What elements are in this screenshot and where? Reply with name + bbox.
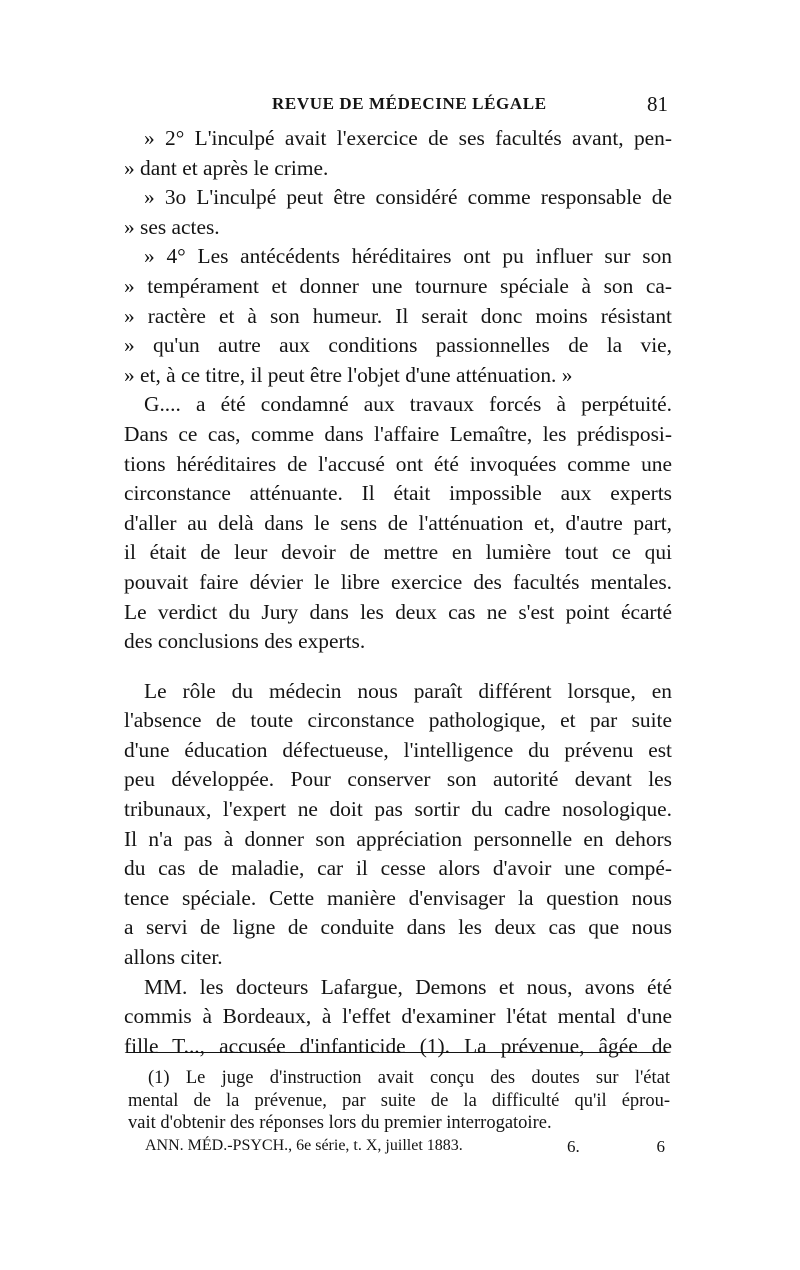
text-line: » ractère et à son humeur. Il serait donc moins résistant <box>124 303 672 328</box>
text-line: » qu'un autre aux conditions passionnelles de la vie, <box>124 333 672 358</box>
text-line: » dant et après le crime. <box>124 155 329 180</box>
signature-line <box>145 1137 665 1161</box>
text-line: » ses actes. <box>124 214 220 239</box>
page-header <box>124 92 668 122</box>
text-line: tions héréditaires de l'accusé ont été invoquées comme une <box>124 451 672 476</box>
page-number: 81 <box>647 92 668 116</box>
text-line: » 4° Les antécédents héréditaires ont pu influer sur son <box>144 244 672 269</box>
journal-reference: ANN. MÉD.-PSYCH., 6e série, t. X, juillet 1883. <box>145 1137 463 1154</box>
sheet-number: 6. <box>567 1137 580 1156</box>
text-line: d'aller au delà dans le sens de l'atténuation et, d'autre part, <box>124 510 672 535</box>
text-line: » et, à ce titre, il peut être l'objet d'une atténuation. » <box>124 362 573 387</box>
text-line: circonstance atténuante. Il était impossible aux experts <box>124 481 672 506</box>
text-line: G.... a été condamné aux travaux forcés à perpétuité. <box>144 392 672 417</box>
footnote <box>128 1067 670 1135</box>
text-line: » 2° L'inculpé avait l'exercice de ses facultés avant, pen- <box>144 126 672 150</box>
text-line: » 3o L'inculpé peut être considéré comme responsable de <box>144 185 672 210</box>
text-line: allons citer. <box>124 945 223 970</box>
text-line: d'une éducation défectueuse, l'intelligence du prévenu est <box>124 737 672 762</box>
text-line: fille T..., accusée d'infanticide (1). La prévenue, âgée de <box>124 1033 672 1058</box>
text-line: » tempérament et donner une tournure spéciale à son ca- <box>124 273 672 298</box>
text-line: tribunaux, l'expert ne doit pas sortir du cadre nosologique. <box>124 797 672 822</box>
footnote-line: vait d'obtenir des réponses lors du premier interrogatoire. <box>128 1113 552 1133</box>
text-line: commis à Bordeaux, à l'effet d'examiner l'état mental d'une <box>124 1004 672 1029</box>
sheet-mark: 6 <box>656 1137 665 1156</box>
footnote-line: mental de la prévenue, par suite de la difficulté qu'il éprou- <box>128 1090 670 1111</box>
text-line: pouvait faire dévier le libre exercice des facultés mentales. <box>124 569 672 594</box>
text-line: MM. les docteurs Lafargue, Demons et nous, avons été <box>144 974 672 999</box>
text-line: il était de leur devoir de mettre en lumière tout ce qui <box>124 540 672 565</box>
text-line: du cas de maladie, car il cesse alors d'avoir une compé- <box>124 856 672 881</box>
text-line: Dans ce cas, comme dans l'affaire Lemaître, les prédisposi- <box>124 421 672 446</box>
body-text <box>124 124 672 1061</box>
paragraph-gap <box>124 657 672 677</box>
text-line: Il n'a pas à donner son appréciation personnelle en dehors <box>124 826 672 851</box>
footnote-rule <box>128 1052 668 1053</box>
text-line: peu développée. Pour conserver son autorité devant les <box>124 767 672 792</box>
running-title: REVUE DE MÉDECINE LÉGALE <box>272 94 547 113</box>
text-line: Le rôle du médecin nous paraît différent lorsque, en <box>144 678 672 703</box>
text-line: des conclusions des experts. <box>124 629 366 654</box>
text-line: l'absence de toute circonstance pathologique, et par suite <box>124 708 672 733</box>
text-line: Le verdict du Jury dans les deux cas ne s'est point écarté <box>124 599 672 624</box>
text-line: tence spéciale. Cette manière d'envisager la question nous <box>124 885 672 910</box>
text-line: a servi de ligne de conduite dans les deux cas que nous <box>124 915 672 940</box>
footnote-line: (1) Le juge d'instruction avait conçu des doutes sur l'état <box>148 1068 670 1088</box>
